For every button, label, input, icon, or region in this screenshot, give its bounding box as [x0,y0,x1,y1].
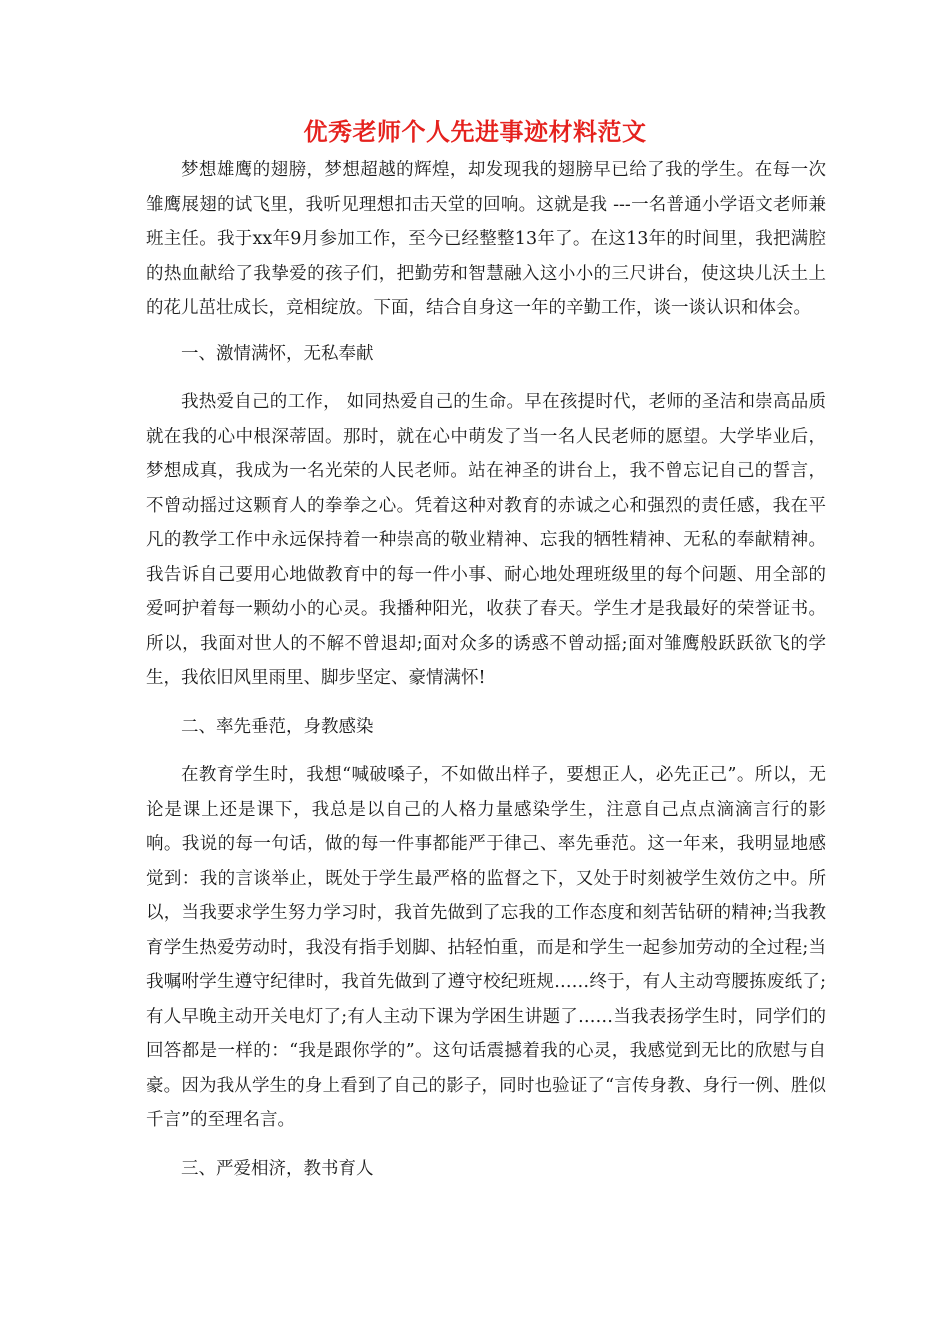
section-paragraph-2: 在教育学生时，我想“喊破嗓子，不如做出样子，要想正人，必先正己”。所以，无论是课上还是课下，我总是以自己的人格力量感染学生，注意自己点点滴滴言行的影响。我说的每一句话，做的每一件事都能严于律己、率先垂范。这一年来，我明显地感觉到：我的言谈举止，既处于学生最严格的监督之下，又处于时刻被学生效仿之中。所以，当我要求学生努力学习时，我首先做到了忘我的工作态度和刻苦钻研的精神;当我教育学生热爱劳动时，我没有指手划脚、拈轻怕重，而是和学生一起参加劳动的全过程;当我嘱咐学生遵守纪律时，我首先做到了遵守校纪班规……终于，有人主动弯腰拣废纸了;有人早晚主动开关电灯了;有人主动下课为学困生讲题了……当我表扬学生时，同学们的回答都是一样的：“我是跟你学的”。这句话震撼着我的心灵，我感觉到无比的欣慰与自豪。因为我从学生的身上看到了自己的影子，同时也验证了“言传身教、身行一例、胜似千言”的至理名言。 [146,765,826,1130]
intro-paragraph: 梦想雄鹰的翅膀，梦想超越的辉煌，却发现我的翅膀早已给了我的学生。在每一次雏鹰展翅的试飞里，我听见理想扣击天堂的回响。这就是我 ---一名普通小学语文老师兼班主任。我于xx年9月参加工作，至今已经整整13年了。在这13年的时间里，我把满腔的热血献给了我挚爱的孩子们，把勤劳和智慧融入这小小的三尺讲台，使这块儿沃土上的花儿茁壮成长，竞相绽放。下面，结合自身这一年的辛勤工作，谈一谈认识和体会。 [146,160,826,318]
document-body [146,153,826,1186]
section-paragraph-1: 我热爱自己的工作， 如同热爱自己的生命。早在孩提时代，老师的圣洁和崇高品质就在我的心中根深蒂固。那时，就在心中萌发了当一名人民老师的愿望。大学毕业后，梦想成真，我成为一名光荣的人民老师。站在神圣的讲台上，我不曾忘记自己的誓言，不曾动摇过这颗育人的拳拳之心。凭着这种对教育的赤诚之心和强烈的责任感，我在平凡的教学工作中永远保持着一种崇高的敬业精神、忘我的牺牲精神、无私的奉献精神。我告诉自己要用心地做教育中的每一件小事、耐心地处理班级里的每个问题、用全部的爱呵护着每一颗幼小的心灵。我播种阳光，收获了春天。学生才是我最好的荣誉证书。所以，我面对世人的不解不曾退却;面对众多的诱惑不曾动摇;面对雏鹰般跃跃欲飞的学生，我依旧风里雨里、脚步坚定、豪情满怀! [146,392,826,688]
section-heading-2: 二、率先垂范，身教感染 [181,716,374,737]
document-title: 优秀老师个人先进事迹材料范文 [303,118,647,146]
section-heading-1: 一、激情满怀，无私奉献 [181,343,374,364]
section-heading-3: 三、严爱相济，教书育人 [181,1158,374,1179]
